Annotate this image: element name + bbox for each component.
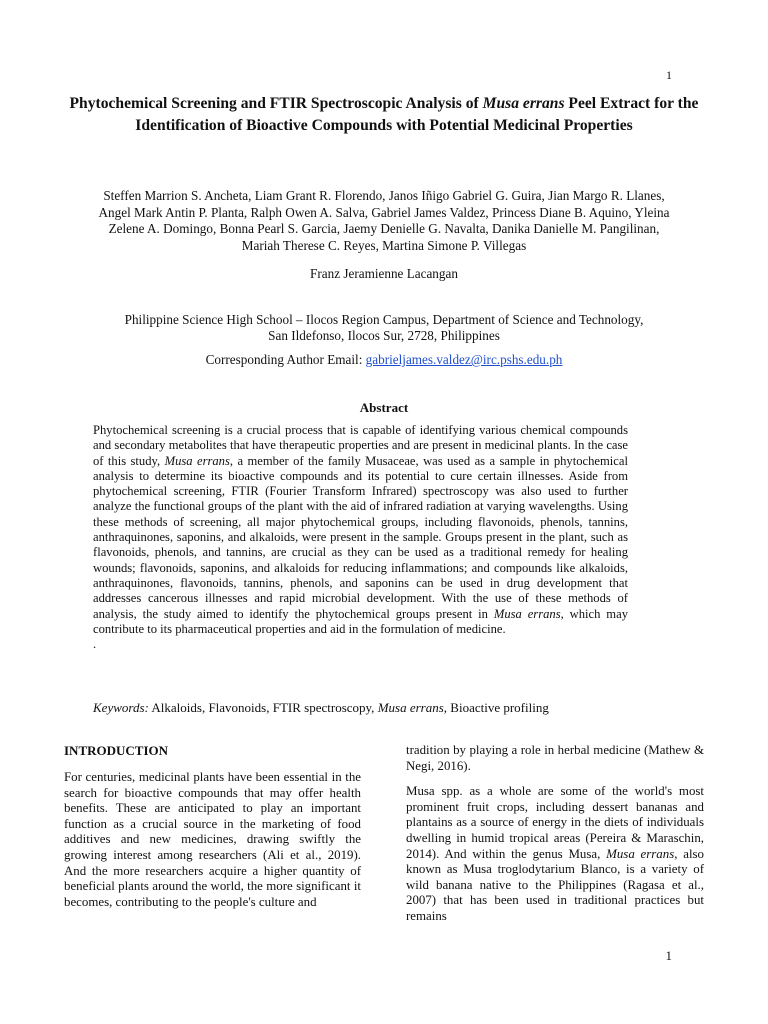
- abstract-text-1: Phytochemical screening is a crucial process that is capable of identifying various chemical compounds and secondary metabolites that have therapeutic properties and are present in medicinal plants. In the case of this study,: [93, 423, 628, 468]
- keywords-list-1: Alkaloids, Flavonoids, FTIR spectroscopy,: [148, 700, 378, 715]
- keywords-label: Keywords:: [93, 700, 149, 715]
- intro-paragraph-2-a: Musa spp. as a whole are some of the world's most prominent fruit crops, including dessert bananas and plantains as a source of energy in the diets of individuals dwelling in humid tropical areas (Pereira & Maraschin, 2014). And within the genus Musa,: [406, 784, 704, 861]
- affiliation: [60, 312, 708, 344]
- title-part2: Peel Extract for the Identification of Bioactive Compounds with Potential Medicinal Properties: [135, 95, 699, 134]
- keywords-species: Musa errans: [377, 700, 444, 715]
- intro-paragraph-1: For centuries, medicinal plants have been essential in the search for bioactive compounds that may offer health benefits. These are anticipated to play an important function as a crucial source in the marketing of food additives and new medicines, drawing swiftly the growing interest among researchers (Ali et al., 2019). And the more researchers acquire a higher quantity of beneficial plants around the world, the more significant it becomes, contributing to the people's culture and: [64, 770, 361, 909]
- corresponding-email-line: [60, 352, 708, 368]
- abstract-species-2: Musa errans: [493, 606, 561, 621]
- abstract-trailing-dot: .: [93, 637, 97, 652]
- intro-species: Musa errans: [606, 846, 675, 861]
- advisor-name: Franz Jeramienne Lacangan: [310, 266, 458, 281]
- keywords-line: [93, 700, 653, 716]
- email-link[interactable]: gabrieljames.valdez@irc.pshs.edu.ph: [365, 352, 563, 367]
- abstract-text-2: , a member of the family Musaceae, was used as a sample in phytochemical analysis to determine its bioactive compounds and its potential to cure certain illnesses. Aside from phytochemical screening, FTIR (Fourier Transform Infrared) spectroscopy was also used to further analyze the functional groups of the plant with the aid of infrared radiation at varying wavelengths. Using these methods of screening, all major phytochemical groups, including flavonoids, phenols, tannins, anthraquinones, saponins, and alkaloids, were present in the sample. Groups present in the plant, such as flavonoids, phenols, and tannins, are crucial as they can be used as a traditional remedy for healing wounds; flavonoids, saponins, and alkaloids for reducing inflammations; and compounds like alkaloids, anthraquinones, flavonoids, tannins, phenols, and saponins can be used in drug development that addresses cancerous illnesses and rapid microbial development. With the use of these methods of analysis, the study aimed to identify the phytochemical groups present in: [93, 453, 628, 621]
- paper-title: [60, 93, 708, 136]
- affiliation-line2: San Ildefonso, Ilocos Sur, 2728, Philippines: [268, 328, 500, 343]
- abstract-heading: Abstract: [359, 400, 409, 415]
- page-number-bottom: 1: [665, 948, 672, 963]
- abstract-body: [93, 423, 628, 652]
- intro-left-column: [64, 743, 361, 910]
- page-number-top: 1: [666, 68, 672, 82]
- introduction-heading: INTRODUCTION: [64, 743, 169, 758]
- author-list: Steffen Marrion S. Ancheta, Liam Grant R. Florendo, Janos Iñigo Gabriel G. Guira, Jian Margo R. Llanes, Angel Mark Antin P. Planta, Ralph Owen A. Salva, Gabriel James Valdez, Princess Diane B. Aquino, Yleina Zelene A. Domingo, Bonna Pearl S. Garcia, Jaemy Denielle G. Navalta, Danika Danielle M. Pangilinan, Mariah Therese C. Reyes, Martina Simone P. Villegas: [98, 188, 670, 253]
- intro-paragraph-2-b: , also known as Musa troglodytarium Blanco, is a variety of wild banana native to the Philippines (Ragasa et al., 2007) that has been used in traditional practices but remains: [406, 846, 704, 923]
- title-species: Musa errans: [482, 95, 565, 112]
- intro-paragraph-2: [406, 784, 704, 924]
- title-part1: Phytochemical Screening and FTIR Spectroscopic Analysis of: [69, 95, 483, 112]
- abstract-text-3: , which may contribute to its pharmaceutical properties and aid in the formulation of medicine.: [93, 606, 628, 636]
- affiliation-line1: Philippine Science High School – Ilocos Region Campus, Department of Science and Technology,: [124, 312, 644, 327]
- email-label: Corresponding Author Email:: [205, 352, 366, 367]
- intro-right-column: [406, 743, 704, 925]
- intro-paragraph-1-cont: tradition by playing a role in herbal medicine (Mathew & Negi, 2016).: [406, 743, 704, 773]
- abstract-species-1: Musa errans: [164, 453, 230, 468]
- keywords-list-2: , Bioactive profiling: [443, 700, 549, 715]
